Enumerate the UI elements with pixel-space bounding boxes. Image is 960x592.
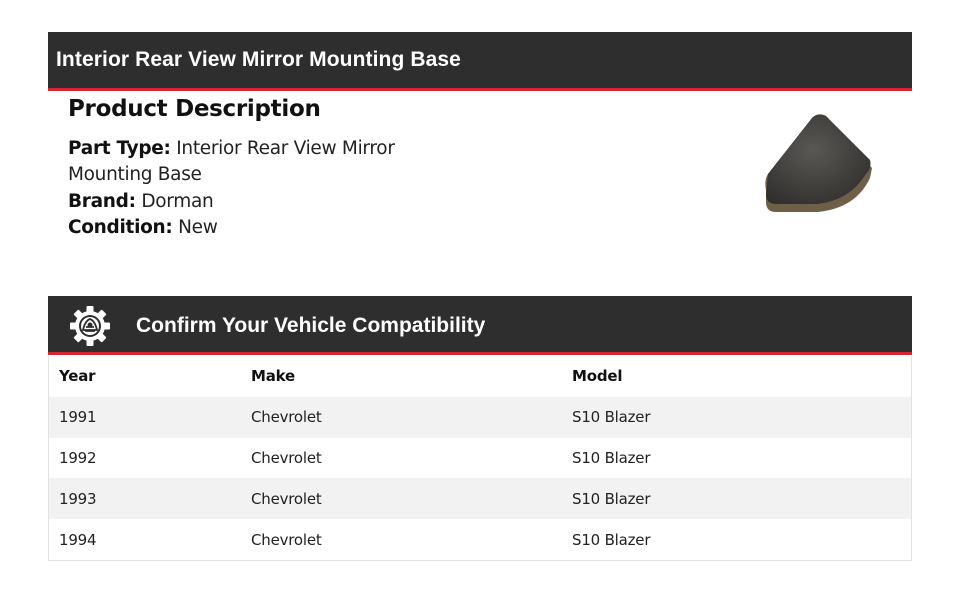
- year-cell: 1992: [59, 448, 97, 467]
- column-header-model: Model: [572, 367, 623, 386]
- brand-value: Dorman: [141, 190, 214, 212]
- part-type-label: Part Type:: [68, 138, 171, 159]
- table-row: [49, 478, 911, 519]
- model-cell: S10 Blazer: [572, 530, 651, 549]
- condition-label: Condition:: [68, 217, 173, 239]
- table-row: [49, 397, 911, 438]
- table-row: [49, 438, 911, 479]
- make-cell: Chevrolet: [251, 408, 322, 427]
- brand-label: Brand:: [68, 190, 136, 212]
- mirror-mounting-base-image: [760, 110, 876, 216]
- make-cell: Chevrolet: [251, 448, 322, 467]
- part-type-line: [68, 136, 468, 189]
- year-cell: 1993: [59, 489, 97, 508]
- product-title: Interior Rear View Mirror Mounting Base: [56, 48, 461, 71]
- description-heading: Product Description: [68, 96, 321, 122]
- compatibility-title: Confirm Your Vehicle Compatibility: [136, 314, 486, 337]
- brand-line: [68, 189, 468, 215]
- table-row: [49, 519, 911, 560]
- part-type-value: Interior Rear View Mirror Mounting Base: [68, 138, 395, 186]
- gear-icon: [69, 305, 111, 347]
- model-cell: S10 Blazer: [572, 489, 651, 508]
- column-header-year: Year: [59, 367, 96, 386]
- product-title-bar: [48, 32, 912, 91]
- model-cell: S10 Blazer: [572, 408, 651, 427]
- make-cell: Chevrolet: [251, 530, 322, 549]
- column-header-make: Make: [251, 367, 295, 386]
- year-cell: 1994: [59, 530, 97, 549]
- condition-line: [68, 215, 468, 241]
- table-header-row: [49, 356, 911, 397]
- compatibility-header: [48, 296, 912, 355]
- compatibility-table: [48, 356, 912, 561]
- model-cell: S10 Blazer: [572, 448, 651, 467]
- make-cell: Chevrolet: [251, 489, 322, 508]
- year-cell: 1991: [59, 408, 97, 427]
- condition-value: New: [178, 217, 218, 239]
- product-description: [68, 96, 468, 242]
